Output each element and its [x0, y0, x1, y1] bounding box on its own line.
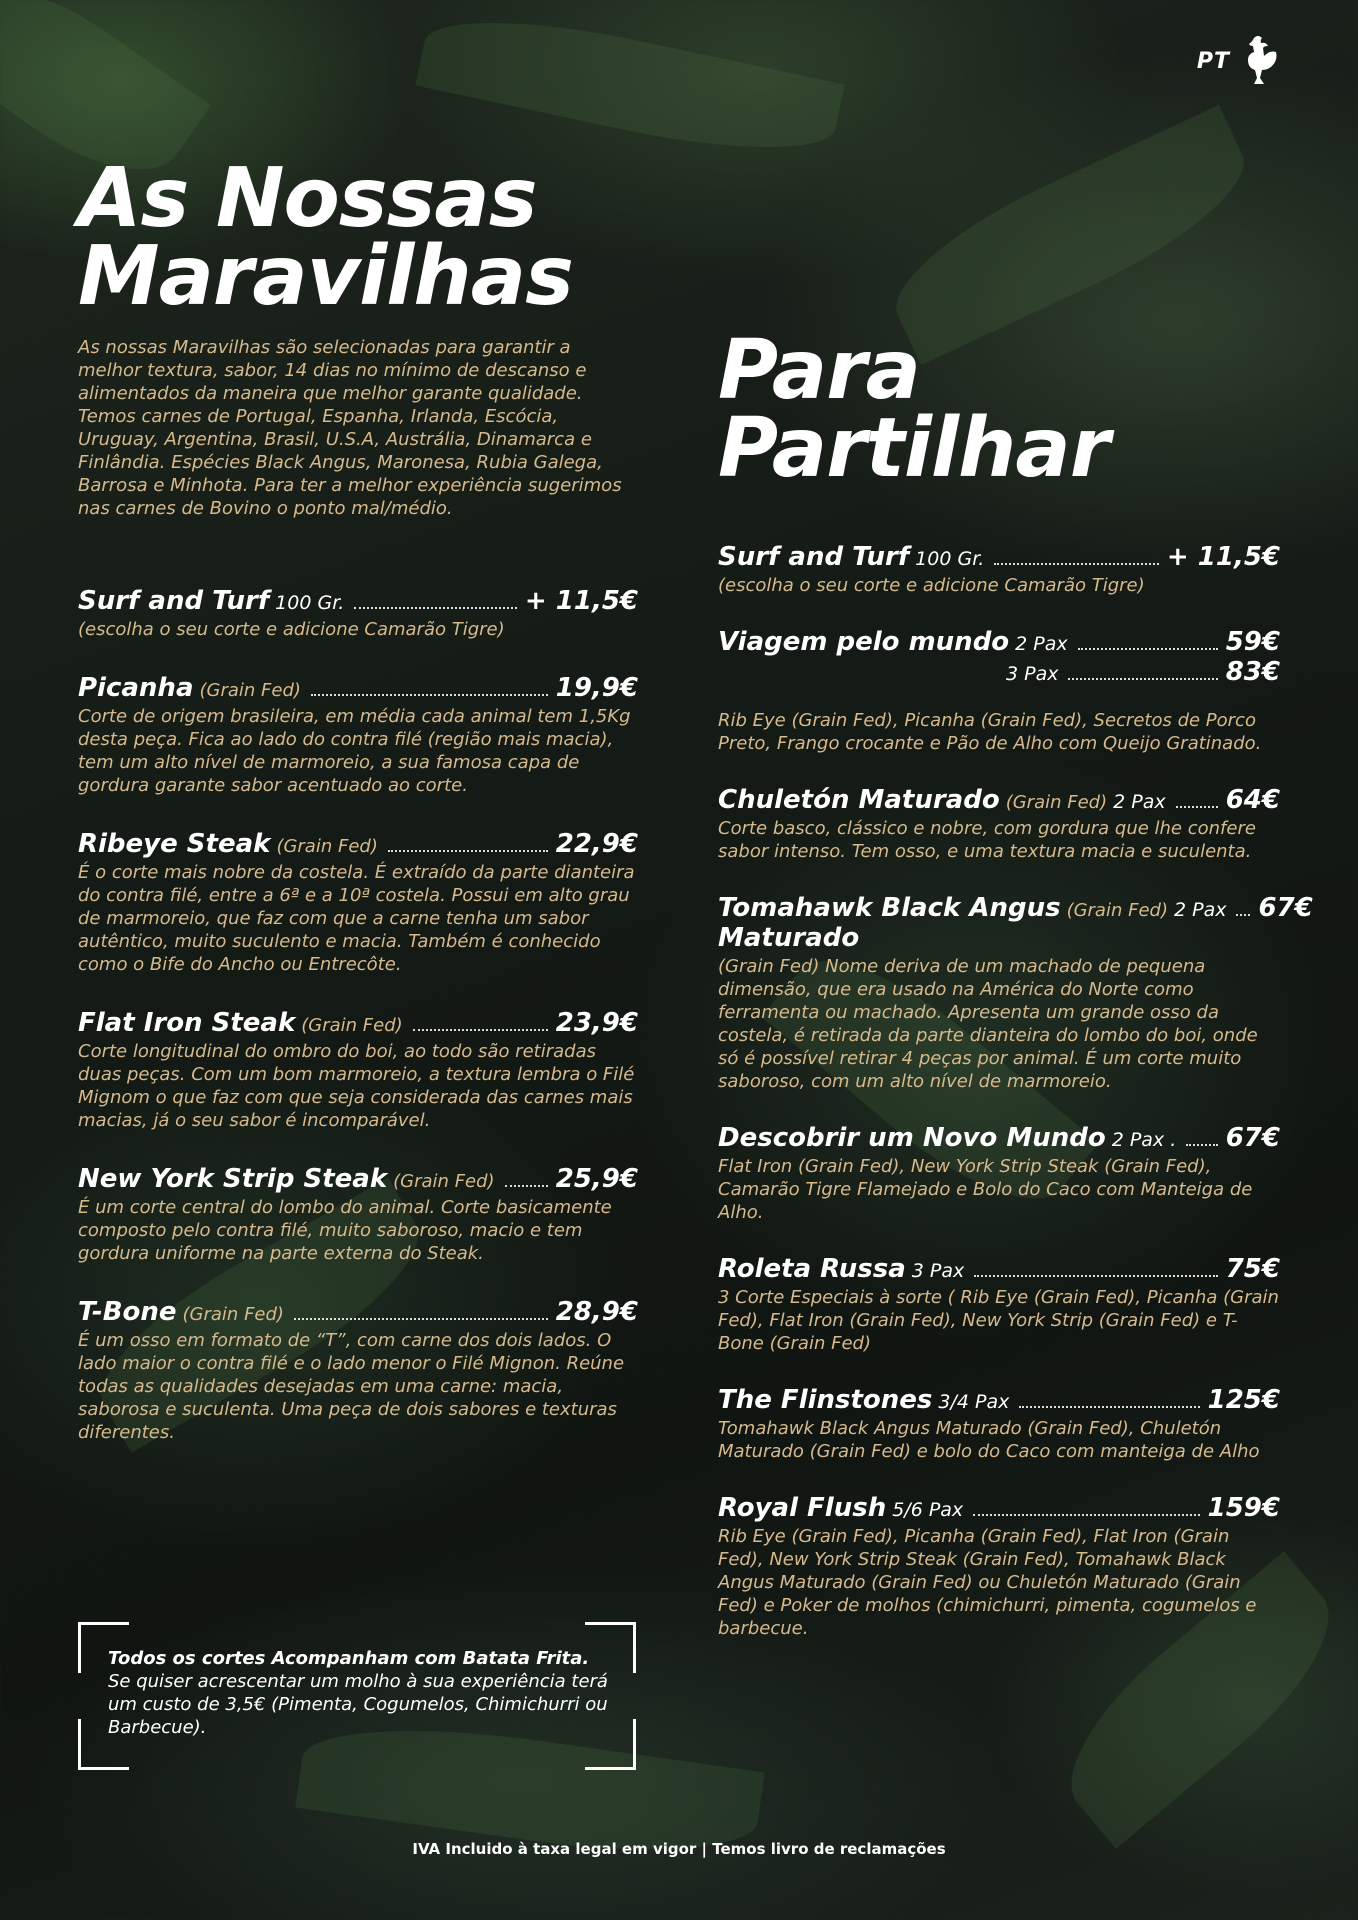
dotted-leader: [973, 1514, 1199, 1516]
item-subtitle: (Grain Fed): [199, 680, 301, 701]
dotted-leader: [1019, 1406, 1199, 1408]
section-title-line: Para: [718, 323, 920, 418]
menu-item: [718, 1123, 1280, 1224]
section-intro: As nossas Maravilhas são selecionadas para garantir a melhor textura, sabor, 14 dias no mínimo de descanso e alimentados da maneira que melhor garante qualidade. Temos carnes de Portugal, Espanha, Irlanda, Escócia, Uruguay, Argentina, Brasil, U.S.A, Austrália, Dinamarca e Finlândia. Espécies Black Angus, Maronesa, Rubia Galega, Barrosa e Minhota. Para ter a melhor experiência sugerimos nas carnes de Bovino o ponto mal/médio.: [78, 337, 622, 519]
item-subtitle: (Grain Fed): [182, 1304, 284, 1325]
item-price: 28,9€: [555, 1297, 638, 1327]
maravilhas-section: [78, 151, 638, 1444]
dotted-leader: [1186, 1144, 1217, 1146]
item-description: Corte basco, clássico e nobre, com gordura que lhe confere sabor intenso. Tem osso, e uma textura macia e suculenta.: [718, 818, 1256, 862]
item-quantity: 5/6 Pax: [892, 1499, 964, 1521]
item-price: 25,9€: [555, 1164, 638, 1194]
dotted-leader: [994, 563, 1159, 565]
menu-item: [78, 1008, 638, 1132]
item-price: 23,9€: [555, 1008, 638, 1038]
item-description: É um osso em formato de “T”, com carne dos dois lados. O lado maior o contra filé e o lado menor o Filé Mignon. Reúne todas as qualidades desejadas em uma carne: macia, saborosa e suculenta. Uma peça de dois sabores e texturas diferentes.: [78, 1330, 625, 1443]
item-name: Roleta Russa: [718, 1254, 906, 1284]
dotted-leader: [1176, 806, 1218, 808]
item-name: Picanha: [78, 673, 194, 703]
item-quantity: 3 Pax: [1006, 663, 1059, 685]
item-name: Ribeye Steak: [78, 829, 271, 859]
menu-item: [718, 893, 1313, 1093]
item-price: 22,9€: [555, 829, 638, 859]
item-quantity: 2 Pax: [1015, 633, 1068, 655]
accompaniment-note: [78, 1622, 636, 1770]
footer-legal-text: IVA Incluido à taxa legal em vigor | Temos livro de reclamações: [412, 1840, 946, 1858]
item-description: (escolha o seu corte e adicione Camarão Tigre): [718, 575, 1145, 596]
dotted-leader: [1068, 678, 1217, 680]
dotted-leader: [974, 1275, 1217, 1277]
item-name: New York Strip Steak: [78, 1164, 388, 1194]
note-bold-line: Todos os cortes Acompanham com Batata Frita.: [108, 1648, 590, 1669]
language-badge[interactable]: [1197, 34, 1280, 88]
dotted-leader: [294, 1318, 548, 1320]
menu-item: [78, 586, 638, 641]
item-name: Surf and Turf: [78, 586, 270, 616]
item-description: Flat Iron (Grain Fed), New York Strip Steak (Grain Fed), Camarão Tigre Flamejado e Bolo do Caco com Manteiga de Alho.: [718, 1156, 1253, 1223]
item-price: + 11,5€: [524, 586, 638, 616]
item-subtitle: (Grain Fed): [393, 1171, 495, 1192]
item-name: Royal Flush: [718, 1493, 887, 1523]
rooster-icon: [1240, 34, 1280, 88]
background-leaf: [415, 0, 845, 173]
item-price: 19,9€: [555, 673, 638, 703]
menu-item: [718, 1493, 1280, 1640]
item-description: Corte de origem brasileira, em média cada animal tem 1,5Kg desta peça. Fica ao lado do contra filé (região mais macia), tem um alto nível de marmoreio, a sua famosa capa de gordura garante sabor acentuado ao corte.: [78, 706, 631, 796]
item-quantity: 2 Pax .: [1111, 1129, 1177, 1151]
item-quantity: 100 Gr.: [275, 592, 345, 614]
menu-item: [718, 627, 1280, 755]
dotted-leader: [413, 1029, 548, 1031]
menu-item: [78, 1297, 638, 1444]
item-price: 67€: [1258, 893, 1313, 923]
item-name: The Flinstones: [718, 1385, 933, 1415]
item-price: 125€: [1207, 1385, 1280, 1415]
background-leaf: [875, 105, 1266, 365]
dotted-leader: [311, 694, 548, 696]
item-price: 67€: [1225, 1123, 1280, 1153]
item-description: É o corte mais nobre da costela. É extraído da parte dianteira do contra filé, entre a 6ª e a 10ª costela. Possui em alto grau de marmoreio, que faz com que a carne tenha um sabor autêntico, muito suculento e macia. Também é conhecido como o Bife do Ancho ou Entrecôte.: [78, 862, 635, 975]
item-price: 64€: [1225, 785, 1280, 815]
item-name: Tomahawk Black Angus: [718, 893, 1061, 923]
item-name: Surf and Turf: [718, 542, 910, 572]
dotted-leader: [388, 850, 548, 852]
menu-item: [718, 1385, 1280, 1463]
language-label: PT: [1196, 48, 1230, 74]
item-name: Viagem pelo mundo: [718, 627, 1010, 657]
menu-item: [718, 1254, 1280, 1355]
item-quantity: 3 Pax: [911, 1260, 965, 1282]
item-name: Descobrir um Novo Mundo: [718, 1123, 1106, 1153]
note-rest: Se quiser acrescentar um molho à sua experiência terá um custo de 3,5€ (Pimenta, Cogumelos, Chimichurri ou Barbecue).: [108, 1671, 608, 1738]
item-price: 159€: [1207, 1493, 1280, 1523]
dotted-leader: [1236, 914, 1250, 916]
menu-item: [718, 785, 1280, 863]
item-name: Chuletón Maturado: [718, 785, 1000, 815]
item-subtitle: (Grain Fed): [1066, 900, 1168, 921]
item-quantity: 2 Pax: [1173, 899, 1227, 921]
menu-item: [718, 542, 1280, 597]
section-title: [718, 323, 1280, 496]
item-subtitle: (Grain Fed): [1005, 792, 1108, 813]
menu-item: [78, 1164, 638, 1265]
item-description: Rib Eye (Grain Fed), Picanha (Grain Fed), Secretos de Porco Preto, Frango crocante e Pão de Alho com Queijo Gratinado.: [718, 710, 1262, 754]
item-price: 75€: [1225, 1254, 1280, 1284]
item-name: T-Bone: [78, 1297, 177, 1327]
item-quantity: 100 Gr.: [915, 548, 985, 570]
section-title: [78, 151, 638, 324]
item-name-continued: Maturado: [718, 923, 860, 953]
item-description: Rib Eye (Grain Fed), Picanha (Grain Fed), Flat Iron (Grain Fed), New York Strip Steak (Grain Fed), Tomahawk Black Angus Maturado (Grain Fed) ou Chuletón Maturado (Grain Fed) e Poker de molhos (chimichurri, pimenta, cogumelos e barbecue.: [718, 1526, 1257, 1639]
item-description: 3 Corte Especiais à sorte ( Rib Eye (Grain Fed), Picanha (Grain Fed), Flat Iron (Grain Fed), New York Strip (Grain Fed) e T-Bone (Grain Fed): [718, 1287, 1279, 1354]
item-price: + 11,5€: [1166, 542, 1280, 572]
item-description: Tomahawk Black Angus Maturado (Grain Fed), Chuletón Maturado (Grain Fed) e bolo do Caco com manteiga de Alho: [718, 1418, 1260, 1462]
item-description: É um corte central do lombo do animal. Corte basicamente composto pelo contra filé, muito saboroso, macio e tem gordura uniforme na parte externa do Steak.: [78, 1197, 612, 1264]
item-price: 83€: [1225, 657, 1280, 687]
item-quantity: 2 Pax: [1113, 791, 1166, 813]
dotted-leader: [1078, 648, 1218, 650]
menu-item: [78, 829, 638, 976]
item-description: (escolha o seu corte e adicione Camarão Tigre): [78, 619, 505, 640]
note-text: [108, 1647, 608, 1739]
partilhar-section: [718, 323, 1313, 1640]
item-subtitle: (Grain Fed): [276, 836, 378, 857]
item-price: 59€: [1225, 627, 1280, 657]
dotted-leader: [505, 1185, 548, 1187]
item-name: Flat Iron Steak: [78, 1008, 296, 1038]
section-title-line: As Nossas: [78, 151, 537, 246]
item-description: Corte longitudinal do ombro do boi, ao todo são retiradas duas peças. Com um bom marmoreio, a textura lembra o Filé Mignom o que faz com que seja considerada das carnes mais macias, já o seu sabor é incomparável.: [78, 1041, 635, 1131]
item-subtitle: (Grain Fed): [301, 1015, 403, 1036]
item-description: (Grain Fed) Nome deriva de um machado de pequena dimensão, que era usado na América do Norte como ferramenta ou machado. Apresenta um grande osso da costela, é retirada da parte dianteira do lombo do boi, onde só é possível retirar 4 peças por animal. É um corte muito saboroso, com um alto nível de marmoreio.: [718, 956, 1258, 1092]
item-quantity: 3/4 Pax: [938, 1391, 1010, 1413]
section-title-line: Maravilhas: [78, 229, 573, 324]
menu-item: [78, 673, 638, 797]
section-title-line: Partilhar: [718, 401, 1110, 496]
dotted-leader: [354, 607, 517, 609]
